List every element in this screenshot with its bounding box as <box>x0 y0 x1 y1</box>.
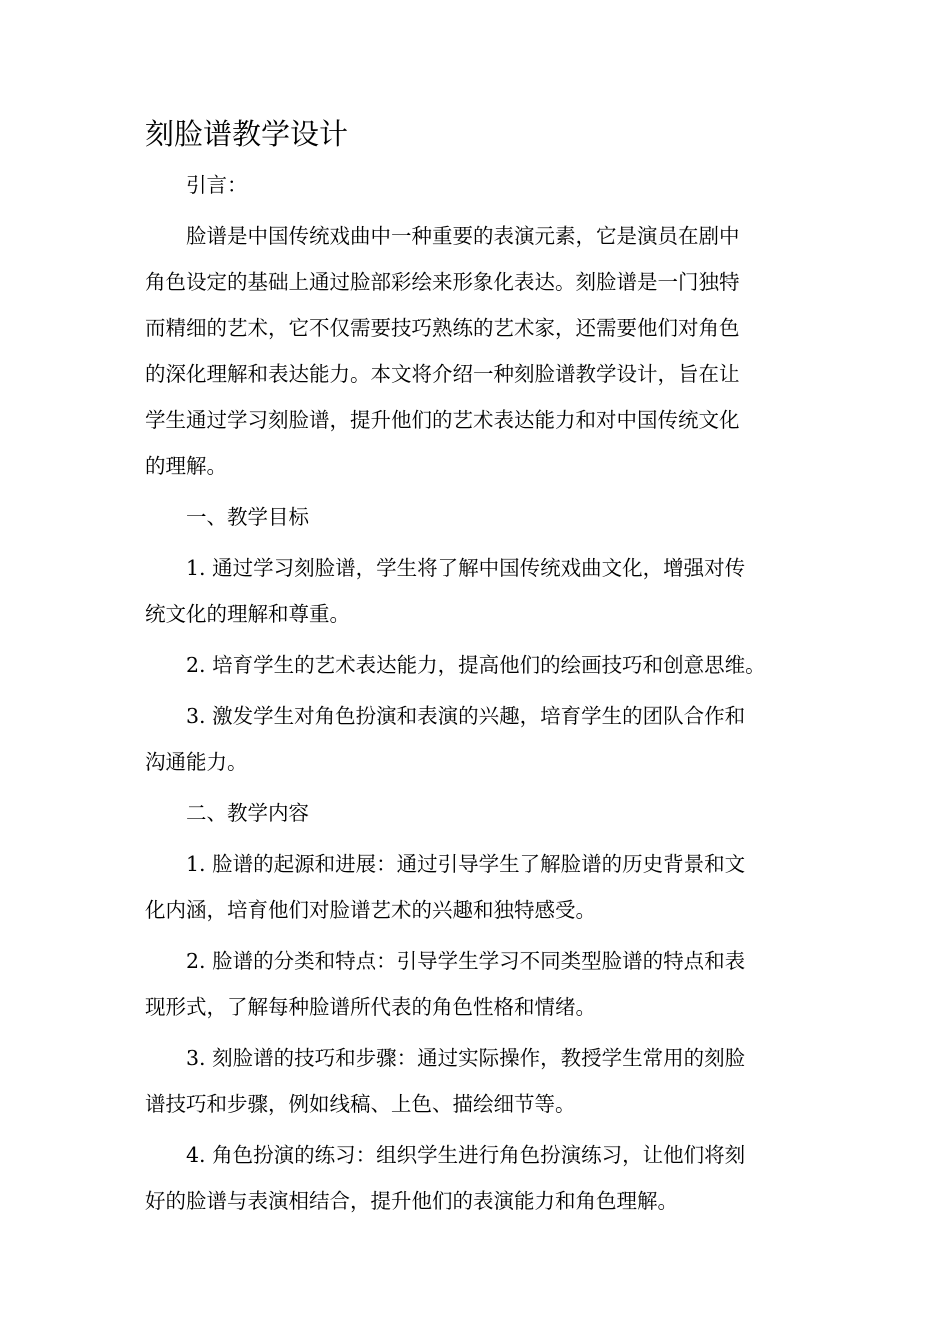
text-line: 2. 培育学生的艺术表达能力，提高他们的绘画技巧和创意思维。 <box>186 653 766 677</box>
content-item-1 <box>145 841 805 933</box>
text-line: 现形式，了解每种脸谱所代表的角色性格和情绪。 <box>145 995 596 1019</box>
text-line: 谱技巧和步骤，例如线稿、上色、描绘细节等。 <box>145 1092 576 1116</box>
text-line: 而精细的艺术，它不仅需要技巧熟练的艺术家，还需要他们对角色 <box>145 316 740 340</box>
objective-item-3 <box>145 693 805 785</box>
document-title: 刻脸谱教学设计 <box>145 117 349 151</box>
text-line: 统文化的理解和尊重。 <box>145 602 350 626</box>
text-line: 好的脸谱与表演相结合，提升他们的表演能力和角色理解。 <box>145 1189 678 1213</box>
text-line: 3. 激发学生对角色扮演和表演的兴趣，培育学生的团队合作和 <box>186 704 746 728</box>
text-line: 学生通过学习刻脸谱，提升他们的艺术表达能力和对中国传统文化 <box>145 408 740 432</box>
section-heading-content: 二、教学内容 <box>186 801 309 825</box>
text-line: 的深化理解和表达能力。本文将介绍一种刻脸谱教学设计，旨在让 <box>145 362 740 386</box>
text-line: 2. 脸谱的分类和特点：引导学生学习不同类型脸谱的特点和表 <box>186 949 746 973</box>
content-item-3 <box>145 1035 805 1127</box>
content-item-4 <box>145 1132 805 1224</box>
text-line: 的理解。 <box>145 454 227 478</box>
objective-item-1 <box>145 545 805 637</box>
text-line: 脸谱是中国传统戏曲中一种重要的表演元素，它是演员在剧中 <box>186 224 740 248</box>
intro-heading: 引言： <box>186 173 248 197</box>
text-line: 3. 刻脸谱的技巧和步骤：通过实际操作，教授学生常用的刻脸 <box>186 1046 746 1070</box>
document-body <box>145 162 805 1229</box>
intro-paragraph <box>145 213 805 489</box>
section-heading-objectives: 一、教学目标 <box>186 505 309 529</box>
text-line: 角色设定的基础上通过脸部彩绘来形象化表达。刻脸谱是一门独特 <box>145 270 740 294</box>
text-line: 1. 通过学习刻脸谱，学生将了解中国传统戏曲文化，增强对传 <box>186 556 746 580</box>
text-line: 沟通能力。 <box>145 750 248 774</box>
text-line: 4. 角色扮演的练习：组织学生进行角色扮演练习，让他们将刻 <box>186 1143 746 1167</box>
text-line: 化内涵，培育他们对脸谱艺术的兴趣和独特感受。 <box>145 898 596 922</box>
content-item-2 <box>145 938 805 1030</box>
text-line: 1. 脸谱的起源和进展：通过引导学生了解脸谱的历史背景和文 <box>186 852 746 876</box>
objective-item-2 <box>145 642 805 688</box>
